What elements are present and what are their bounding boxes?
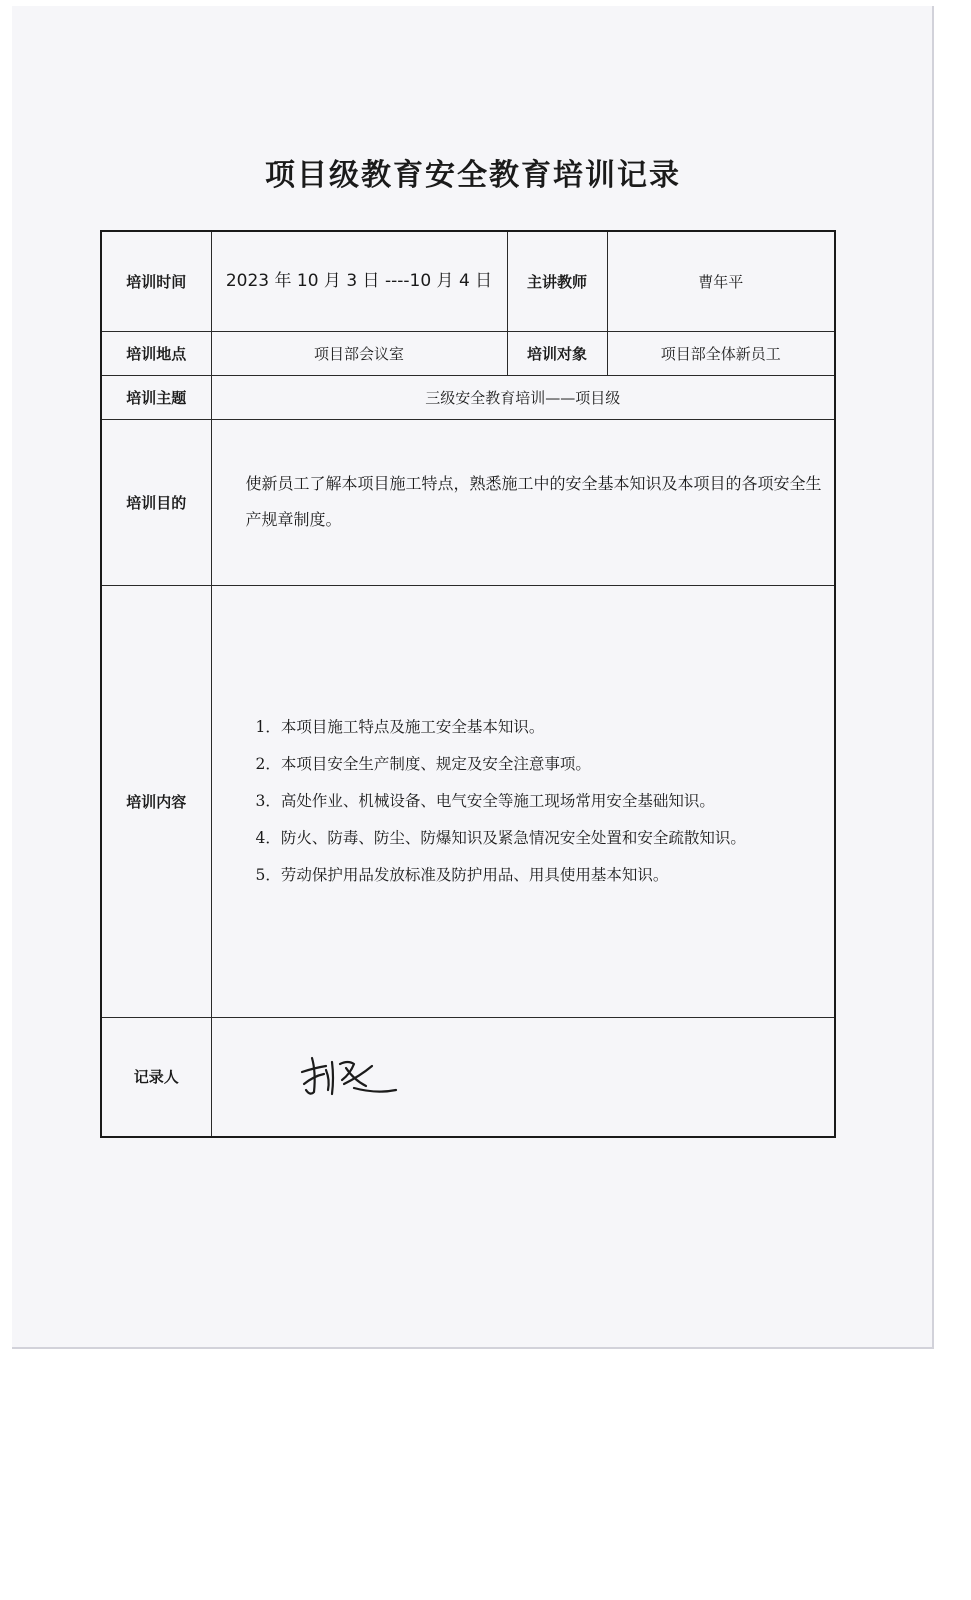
audience-label: 培训对象 xyxy=(507,331,607,375)
document-title: 项目级教育安全教育培训记录 xyxy=(265,158,681,193)
content-list xyxy=(212,709,835,894)
recorder-signature xyxy=(211,1017,835,1137)
content-item-2: 2．本项目安全生产制度、规定及安全注意事项。 xyxy=(255,754,591,773)
purpose-label: 培训目的 xyxy=(101,419,211,585)
training-record-table xyxy=(100,230,836,1138)
theme-value: 三级安全教育培训——项目级 xyxy=(211,375,835,419)
theme-label: 培训主题 xyxy=(101,375,211,419)
content-item-4: 4．防火、防毒、防尘、防爆知识及紧急情况安全处置和安全疏散知识。 xyxy=(255,828,746,847)
teacher-value: 曹年平 xyxy=(607,231,835,331)
row-purpose xyxy=(101,419,835,585)
teacher-label: 主讲教师 xyxy=(507,231,607,331)
location-label: 培训地点 xyxy=(101,331,211,375)
purpose-value: 使新员工了解本项目施工特点，熟悉施工中的安全基本知识及本项目的各项安全生产规章制度。 xyxy=(211,419,835,585)
content-label: 培训内容 xyxy=(101,585,211,1017)
recorder-label: 记录人 xyxy=(101,1017,211,1137)
content-cell xyxy=(211,585,835,1017)
row-theme xyxy=(101,375,835,419)
content-item-1: 1．本项目施工特点及施工安全基本知识。 xyxy=(255,717,545,736)
row-recorder xyxy=(101,1017,835,1137)
content-item-3: 3．高处作业、机械设备、电气安全等施工现场常用安全基础知识。 xyxy=(255,791,715,810)
time-value: 2023 年 10 月 3 日 ----10 月 4 日 xyxy=(211,231,507,331)
location-value: 项目部会议室 xyxy=(211,331,507,375)
handwritten-signature-icon xyxy=(296,1050,406,1100)
row-time xyxy=(101,231,835,331)
content-item-5: 5．劳动保护用品发放标准及防护用品、用具使用基本知识。 xyxy=(255,865,669,884)
row-location xyxy=(101,331,835,375)
row-content xyxy=(101,585,835,1017)
audience-value: 项目部全体新员工 xyxy=(607,331,835,375)
time-label: 培训时间 xyxy=(101,231,211,331)
